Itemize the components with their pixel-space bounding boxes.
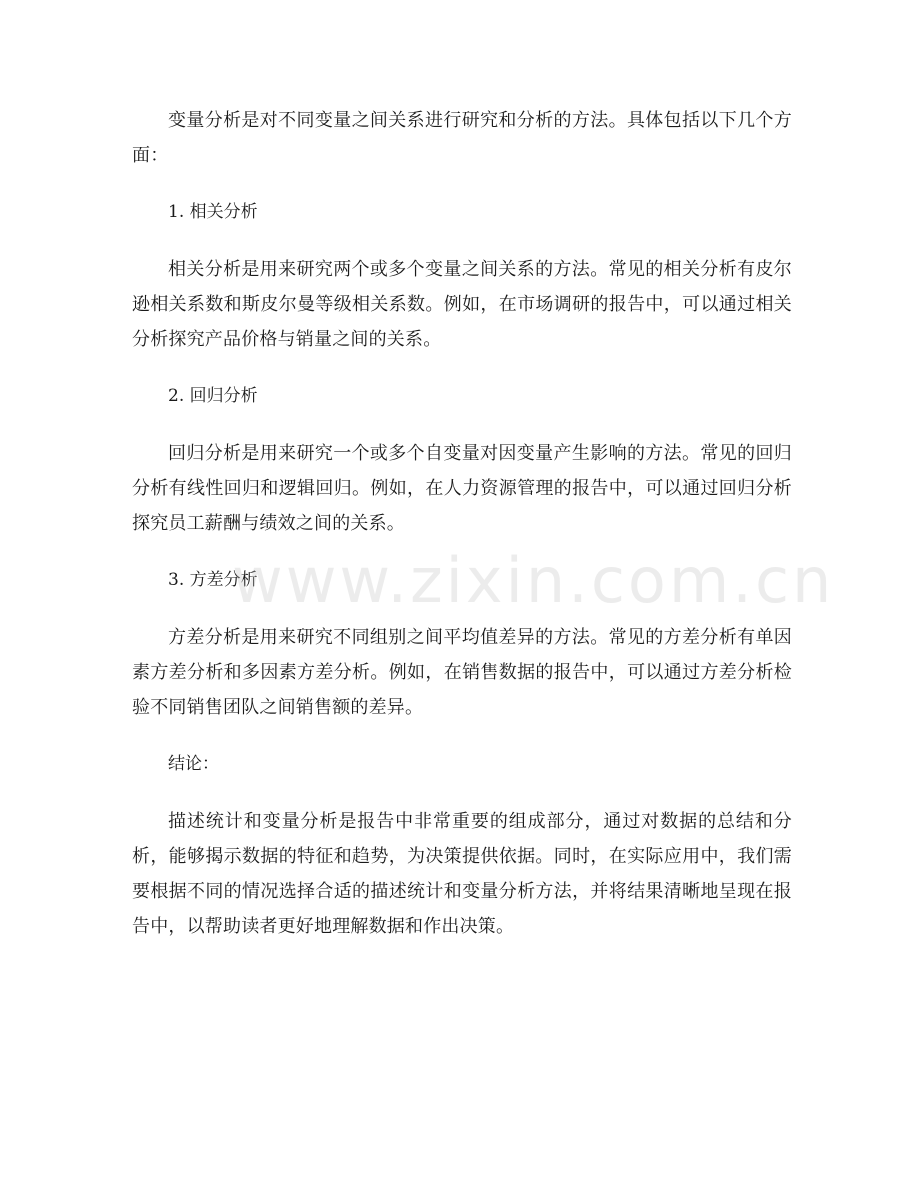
conclusion-body: 描述统计和变量分析是报告中非常重要的组成部分，通过对数据的总结和分析，能够揭示数据的特征和趋势，为决策提供依据。同时，在实际应用中，我们需要根据不同的情况选择合适的描述统计和变量分析方法，并将结果清晰地呈现在报告中，以帮助读者更好地理解数据和作出决策。 [132, 811, 792, 937]
document-body [132, 103, 792, 966]
intro-paragraph: 变量分析是对不同变量之间关系进行研究和分析的方法。具体包括以下几个方面： [132, 110, 792, 166]
watermark: www.zixin.com.cn [232, 544, 835, 617]
section-body-anova: 方差分析是用来研究不同组别之间平均值差异的方法。常见的方差分析有单因素方差分析和多因素方差分析。例如，在销售数据的报告中，可以通过方差分析检验不同销售团队之间销售额的差异。 [132, 627, 792, 718]
section-heading-correlation: 1. 相关分析 [168, 202, 258, 222]
conclusion-heading: 结论： [168, 754, 219, 774]
section-heading-anova: 3. 方差分析 [168, 570, 258, 590]
section-heading-regression: 2. 回归分析 [168, 386, 258, 406]
section-body-regression: 回归分析是用来研究一个或多个自变量对因变量产生影响的方法。常见的回归分析有线性回归和逻辑回归。例如，在人力资源管理的报告中，可以通过回归分析探究员工薪酬与绩效之间的关系。 [132, 443, 792, 534]
section-body-correlation: 相关分析是用来研究两个或多个变量之间关系的方法。常见的相关分析有皮尔逊相关系数和斯皮尔曼等级相关系数。例如，在市场调研的报告中，可以通过相关分析探究产品价格与销量之间的关系。 [132, 259, 792, 350]
